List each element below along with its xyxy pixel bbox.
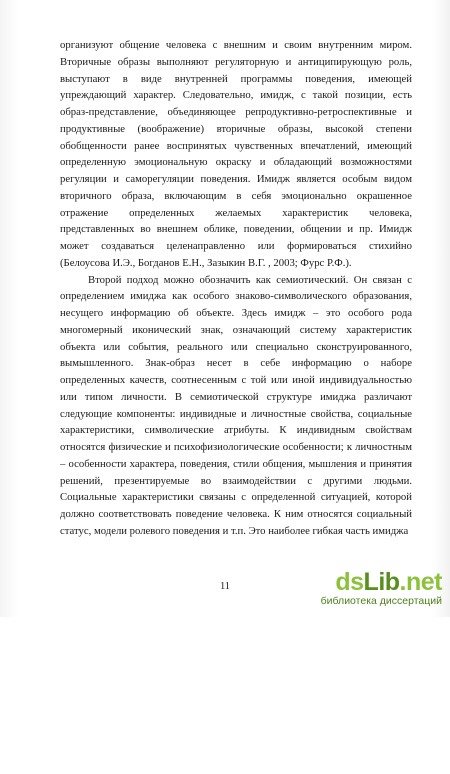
logo-part-ds: ds (335, 568, 364, 596)
paragraph-clip (60, 272, 412, 774)
logo-part-lib: Lib (363, 568, 400, 596)
paragraph-continuation: организуют общение человека с внешним и своим внутренним миром. Вторичные образы выполняют регуляторную и антиципирующую роль, выступают в виде внутренней программы поведения, имеющей упреждающий характер. Следовательно, имидж, с такой позиции, есть образ-представление, объединяющее репродуктивно-ретроспективные и продуктивные (воображение) вторичные образы, высокой степени обобщенности ранее воспринятых чувственных впечатлений, имеющий определенную эмоциональную окраску и обладающий возможностями регуляции и саморегуляции поведения. Имидж является особым видом вторичного образа, включающим в себя эмоционально окрашенное отражение определенных желаемых характеристик человека, представленных во внешнем облике, поведении, общении и пр. Имидж может создаваться целенаправленно или формироваться стихийно (Белоусова И.Э., Богданов Е.Н., Зазыкин В.Г. , 2003; Фурс Р.Ф.). (60, 39, 412, 269)
logo-part-net: .net (399, 568, 442, 596)
watermark-subtitle: библиотека диссертаций (320, 595, 442, 607)
dslib-logo (312, 569, 442, 595)
paragraph-semiotic-approach: Второй подход можно обозначить как семиотический. Он связан с определением имиджа как особого знаково-символического образования, несущего информацию об объекте. Здесь имидж – это особого рода многомерный иконический знак, означающий систему характеристик объекта или события, реального или специально сконструированного, вымышленного. Знак-образ несет в себе информацию о наборе определенных качеств, соотнесенным с той или иной индивидуальностью или типом личности. В семиотической структуре имиджа различают следующие компоненты: индивидные и личностные свойства, социальные характеристики, символические атрибуты. К индивидным свойствам относятся физические и психофизиологические особенности; к личностным – особенности характера, поведения, стили общения, мышления и принятия решений, презентируемые во взаимодействии с другими людьми. Социальные характеристики связаны с определенной ситуацией, которой должно соответствовать поведение человека. К ним относятся социальный статус, модели ролевого поведения и т.п. Это наиболее гибкая часть имиджа (60, 273, 412, 537)
dslib-watermark (312, 569, 442, 607)
page-number: 11 (219, 581, 231, 592)
document-body (60, 37, 412, 774)
